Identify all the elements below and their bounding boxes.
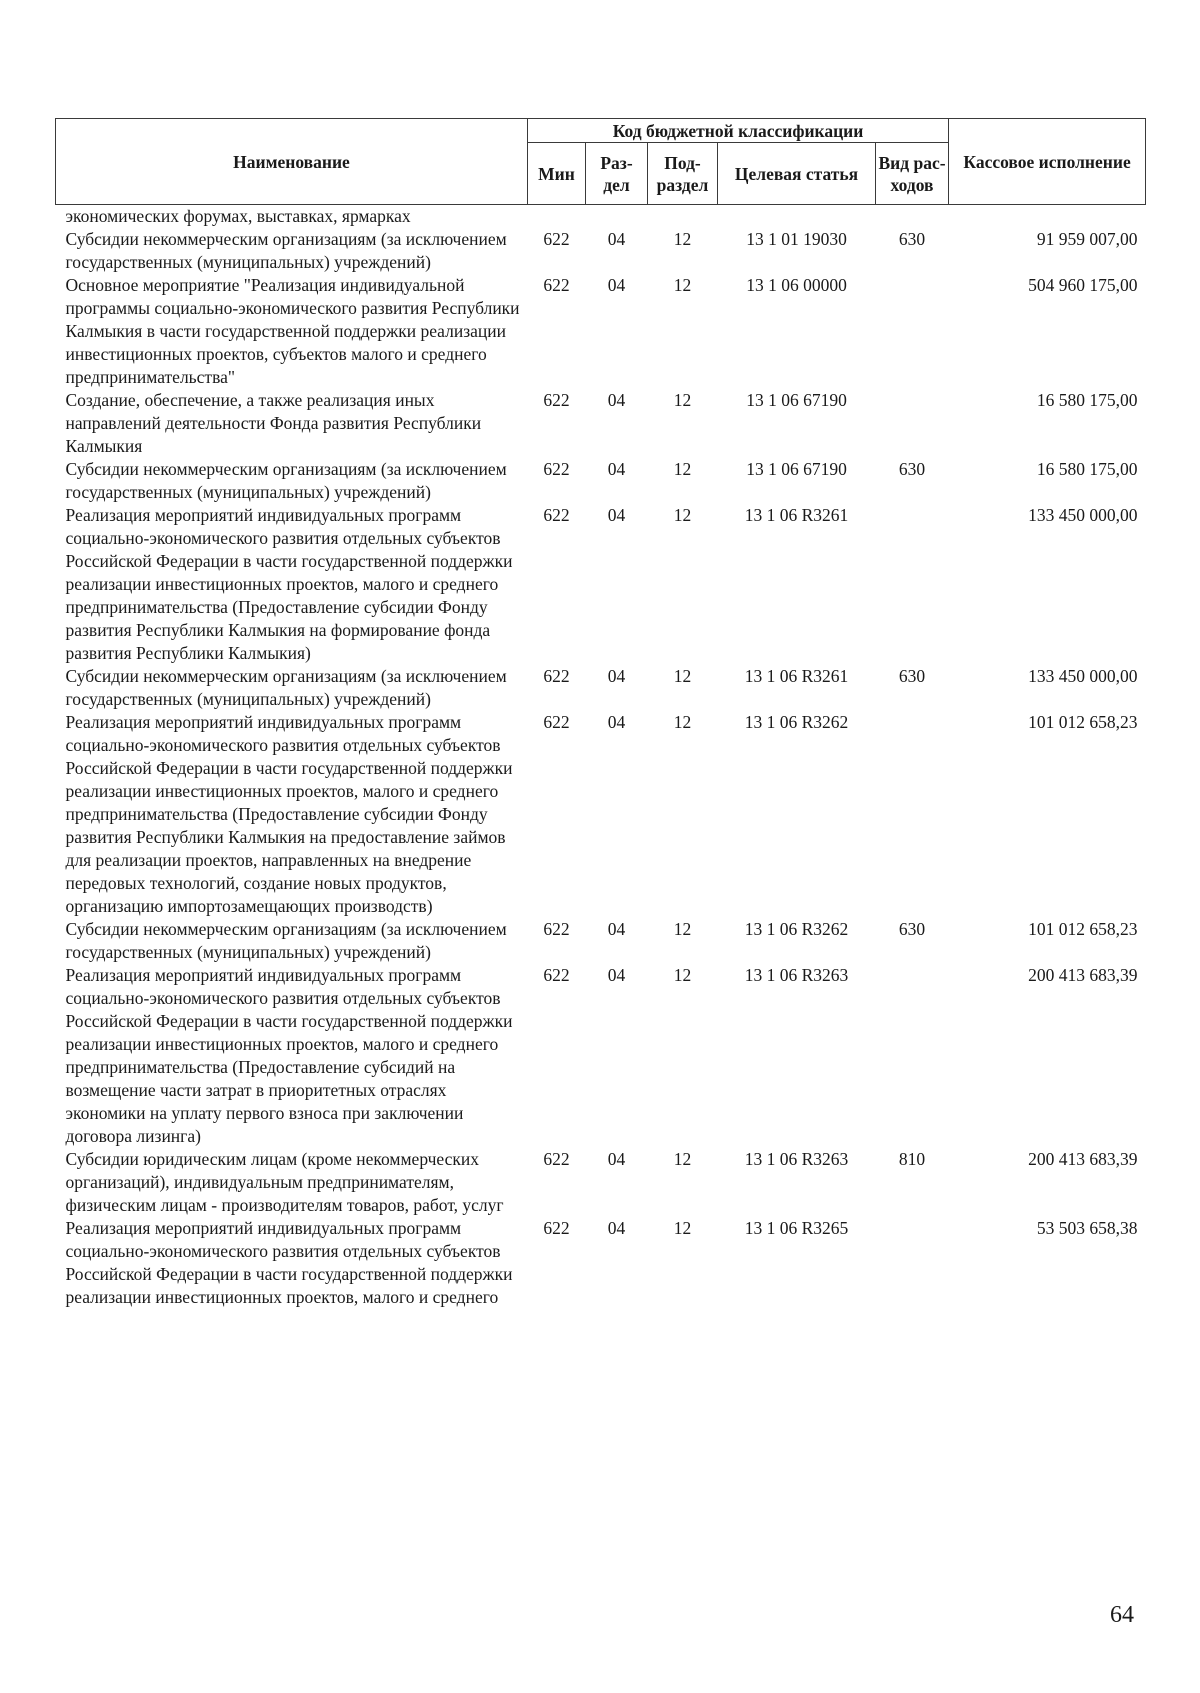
row-target-article <box>718 205 876 229</box>
row-min: 622 <box>543 275 570 295</box>
header-expense-type: Вид рас-ходов <box>876 143 949 205</box>
row-min <box>528 205 586 229</box>
row-min: 622 <box>543 505 570 525</box>
row-min: 622 <box>543 712 570 732</box>
table-row <box>56 964 1146 1148</box>
table-row <box>56 389 1146 458</box>
row-razdel: 04 <box>607 666 626 686</box>
row-podrazdel: 12 <box>673 666 692 686</box>
row-expense-type <box>876 389 949 458</box>
row-target-article: 13 1 01 19030 <box>746 229 847 249</box>
row-name: Создание, обеспечение, а также реализация иных направлений деятельности Фонда развития Республики Калмыкия <box>65 390 482 456</box>
table-row <box>56 1148 1146 1217</box>
row-target-article: 13 1 06 67190 <box>746 390 847 410</box>
header-target-article: Целевая статья <box>718 143 876 205</box>
row-podrazdel: 12 <box>673 459 692 479</box>
row-amount: 133 450 000,00 <box>1028 666 1138 686</box>
row-razdel: 04 <box>607 1218 626 1238</box>
header-budget-code-group: Код бюджетной классификации <box>528 119 949 143</box>
row-name: Субсидии некоммерческим организациям (за исключением государственных (муниципальных) учреждений) <box>65 459 507 502</box>
row-expense-type: 630 <box>898 666 926 686</box>
table-row <box>56 918 1146 964</box>
table-row <box>56 504 1146 665</box>
row-min: 622 <box>543 390 570 410</box>
row-min: 622 <box>543 1218 570 1238</box>
row-razdel: 04 <box>607 229 626 249</box>
row-expense-type <box>876 1217 949 1309</box>
row-expense-type <box>876 711 949 918</box>
row-razdel: 04 <box>607 505 626 525</box>
row-podrazdel: 12 <box>673 275 692 295</box>
header-podrazdel: Под-раздел <box>648 143 718 205</box>
row-name: Субсидии юридическим лицам (кроме некоммерческих организаций), индивидуальным предпринимателям, физическим лицам - производителям товаров, работ, услуг <box>65 1149 504 1215</box>
table-row <box>56 458 1146 504</box>
row-target-article: 13 1 06 R3262 <box>744 919 849 939</box>
row-podrazdel: 12 <box>673 919 692 939</box>
row-name: экономических форумах, выставках, ярмарках <box>65 206 411 226</box>
row-target-article: 13 1 06 67190 <box>746 459 847 479</box>
table-row <box>56 711 1146 918</box>
row-name: Реализация мероприятий индивидуальных программ социально-экономического развития отдельных субъектов Российской Федерации в части государственной поддержки реализации инвестиционных проектов, малого и среднего предпринимательства (Предоставление субсидии Фонду развития Республики Калмыкия на формирование фонда развития Республики Калмыкия) <box>65 505 513 663</box>
row-amount <box>949 205 1146 229</box>
row-podrazdel: 12 <box>673 229 692 249</box>
row-target-article: 13 1 06 R3261 <box>744 505 849 525</box>
row-razdel <box>586 205 648 229</box>
row-podrazdel: 12 <box>673 965 692 985</box>
row-podrazdel <box>648 205 718 229</box>
row-podrazdel: 12 <box>673 505 692 525</box>
header-min: Мин <box>528 143 586 205</box>
row-min: 622 <box>543 1149 570 1169</box>
row-target-article: 13 1 06 00000 <box>746 275 847 295</box>
row-expense-type: 630 <box>898 919 926 939</box>
table-body <box>56 205 1146 1310</box>
row-amount: 53 503 658,38 <box>1036 1218 1138 1238</box>
table-row <box>56 228 1146 274</box>
row-target-article: 13 1 06 R3263 <box>744 1149 849 1169</box>
row-razdel: 04 <box>607 459 626 479</box>
row-podrazdel: 12 <box>673 390 692 410</box>
row-name: Реализация мероприятий индивидуальных программ социально-экономического развития отдельных субъектов Российской Федерации в части государственной поддержки реализации инвестиционных проектов, малого и среднего предпринимательства (Предоставление субсидии Фонду развития Республики Калмыкия на предоставление займов для реализации проектов, направленных на внедрение передовых технологий, создание новых продуктов, организацию импортозамещающих производств) <box>65 712 513 916</box>
header-razdel: Раз-дел <box>586 143 648 205</box>
row-amount: 133 450 000,00 <box>1028 505 1138 525</box>
row-podrazdel: 12 <box>673 1218 692 1238</box>
row-min: 622 <box>543 919 570 939</box>
table-row <box>56 665 1146 711</box>
page-number: 64 <box>1110 1602 1134 1628</box>
header-name: Наименование <box>56 119 528 205</box>
row-podrazdel: 12 <box>673 712 692 732</box>
row-min: 622 <box>543 666 570 686</box>
header-cash-execution: Кассовое исполнение <box>949 119 1146 205</box>
row-podrazdel: 12 <box>673 1149 692 1169</box>
row-amount: 200 413 683,39 <box>1028 965 1138 985</box>
table-header <box>56 119 1146 205</box>
row-amount: 101 012 658,23 <box>1028 919 1138 939</box>
row-razdel: 04 <box>607 919 626 939</box>
row-target-article: 13 1 06 R3263 <box>744 965 849 985</box>
row-min: 622 <box>543 229 570 249</box>
row-razdel: 04 <box>607 712 626 732</box>
row-expense-type <box>876 274 949 389</box>
row-amount: 16 580 175,00 <box>1036 390 1138 410</box>
row-razdel: 04 <box>607 275 626 295</box>
row-amount: 91 959 007,00 <box>1036 229 1138 249</box>
table-row <box>56 274 1146 389</box>
row-name: Реализация мероприятий индивидуальных программ социально-экономического развития отдельных субъектов Российской Федерации в части государственной поддержки реализации инвестиционных проектов, малого и среднего <box>65 1218 513 1307</box>
row-name: Основное мероприятие "Реализация индивидуальной программы социально-экономического развития Республики Калмыкия в части государственной поддержки реализации инвестиционных проектов, субъектов малого и среднего предпринимательства" <box>65 275 520 387</box>
table-row <box>56 205 1146 229</box>
row-target-article: 13 1 06 R3265 <box>744 1218 849 1238</box>
row-razdel: 04 <box>607 1149 626 1169</box>
row-amount: 200 413 683,39 <box>1028 1149 1138 1169</box>
row-amount: 16 580 175,00 <box>1036 459 1138 479</box>
row-amount: 101 012 658,23 <box>1028 712 1138 732</box>
row-expense-type: 630 <box>898 459 926 479</box>
row-name: Субсидии некоммерческим организациям (за исключением государственных (муниципальных) учреждений) <box>65 229 507 272</box>
row-expense-type <box>876 205 949 229</box>
row-name: Реализация мероприятий индивидуальных программ социально-экономического развития отдельных субъектов Российской Федерации в части государственной поддержки реализации инвестиционных проектов, малого и среднего предпринимательства (Предоставление субсидий на возмещение части затрат в приоритетных отраслях экономики на уплату первого взноса при заключении договора лизинга) <box>65 965 513 1146</box>
row-target-article: 13 1 06 R3262 <box>744 712 849 732</box>
row-expense-type: 810 <box>898 1149 926 1169</box>
row-expense-type <box>876 504 949 665</box>
row-razdel: 04 <box>607 965 626 985</box>
row-target-article: 13 1 06 R3261 <box>744 666 849 686</box>
budget-table <box>55 118 1146 1309</box>
row-name: Субсидии некоммерческим организациям (за исключением государственных (муниципальных) учреждений) <box>65 666 507 709</box>
row-min: 622 <box>543 459 570 479</box>
table-row <box>56 1217 1146 1309</box>
row-expense-type <box>876 964 949 1148</box>
row-min: 622 <box>543 965 570 985</box>
row-amount: 504 960 175,00 <box>1028 275 1138 295</box>
row-razdel: 04 <box>607 390 626 410</box>
row-expense-type: 630 <box>898 229 926 249</box>
row-name: Субсидии некоммерческим организациям (за исключением государственных (муниципальных) учреждений) <box>65 919 507 962</box>
